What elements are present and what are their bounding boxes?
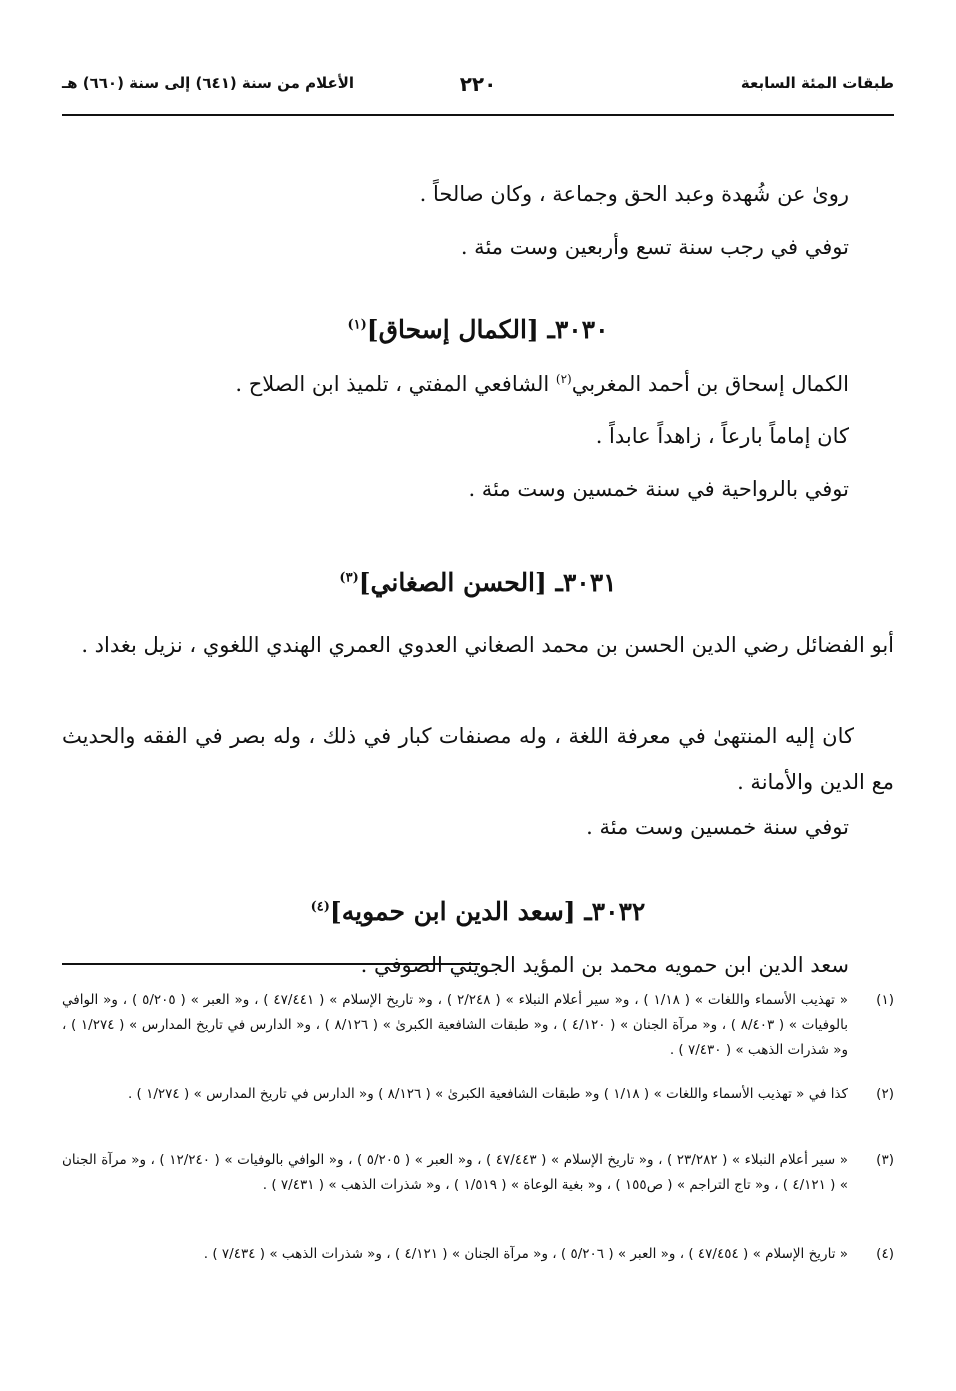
intro-line-1: روىٰ عن شُهدة وعبد الحق وجماعة ، وكان صالحاً . [419, 182, 849, 206]
footnote-2 [62, 1082, 894, 1107]
entry-heading-3030 [62, 315, 894, 344]
entry-heading-text: ٣٠٣١ـ [الحسن الصغاني] [358, 568, 617, 597]
footnote-text: « سير أعلام النبلاء » ( ٢٣/٢٨٢ ) ، و« تاريخ الإسلام » ( ٤٧/٤٤٣ ) ، و« العبر » ( ٥/٢٠٥ ) ، و« الوافي بالوفيات » ( ١٢/٢٤٠ ) ، و« مرآة الجنان » ( ٤/١٢١ ) ، و« تاج التراجم » ( ص١٥٥ ) ، و« بغية الوعاة » ( ١/٥١٩ ) ، و« شذرات الذهب » ( ٧/٤٣١ ) . [62, 1152, 848, 1193]
entry-heading-3032 [62, 897, 894, 926]
footnote-ref: (١) [347, 317, 367, 333]
header-section-title: طبقات المئة السابعة [740, 74, 894, 92]
entry-text: الشافعي المفتي ، تلميذ ابن الصلاح . [235, 372, 556, 396]
header-rule [62, 114, 894, 116]
footnote-4 [62, 1242, 894, 1267]
header-year-range: الأعلام من سنة (٦٤١) إلى سنة (٦٦٠) هـ [62, 74, 355, 92]
entry-3031-para-2: كان إليه المنتهىٰ في معرفة اللغة ، وله مصنفات كبار في ذلك ، وله بصر في الفقه والحديث مع الدين والأمانة . [62, 724, 894, 794]
entry-3032-line-1: سعد الدين ابن حمويه محمد بن المؤيد الجويني الصوفي . [360, 953, 849, 977]
footnote-text: كذا في « تهذيب الأسماء واللغات » ( ١/١٨ ) و« طبقات الشافعية الكبرىٰ » ( ٨/١٢٦ ) و« الدارس في تاريخ المدارس » ( ١/٢٧٤ ) . [127, 1086, 848, 1102]
footnote-text: « تاريخ الإسلام » ( ٤٧/٤٥٤ ) ، و« العبر » ( ٥/٢٠٦ ) ، و« مرآة الجنان » ( ٤/١٢١ ) ، و« شذرات الذهب » ( ٧/٤٣٤ ) . [203, 1246, 848, 1262]
footnote-3 [62, 1148, 894, 1198]
footnote-rule [62, 963, 480, 965]
footnote-ref: (٣) [339, 570, 359, 586]
page [62, 70, 894, 1262]
entry-3031-line-3: توفي سنة خمسين وست مئة . [586, 815, 849, 839]
intro-line-2: توفي في رجب سنة تسع وأربعين وست مئة . [460, 235, 849, 259]
entry-heading-3031 [62, 568, 894, 597]
entry-3030-line-1 [235, 372, 849, 396]
footnote-1 [62, 988, 894, 1063]
entry-3030-line-3: توفي بالرواحية في سنة خمسين وست مئة . [468, 477, 849, 501]
entry-3031-para-1: أبو الفضائل رضي الدين الحسن بن محمد الصغاني العدوي العمري الهندي اللغوي ، نزيل بغداد . [81, 633, 894, 657]
entry-3030-line-2: كان إماماً بارعاً ، زاهداً عابداً . [595, 424, 849, 448]
footnote-number: (٣) [876, 1152, 894, 1168]
footnote-number: (٤) [876, 1246, 894, 1262]
entry-heading-text: ٣٠٣٢ـ [سعد الدين ابن حمويه] [329, 897, 646, 926]
entry-text: الكمال إسحاق بن أحمد المغربي [571, 372, 849, 396]
footnote-ref: (٢) [555, 372, 572, 386]
footnote-number: (٢) [876, 1086, 894, 1102]
footnote-ref: (٤) [310, 899, 330, 915]
footnote-number: (١) [876, 992, 894, 1008]
footnote-text: « تهذيب الأسماء واللغات » ( ١/١٨ ) ، و« سير أعلام النبلاء » ( ٢/٢٤٨ ) ، و« تاريخ الإسلام » ( ٤٧/٤٤١ ) ، و« العبر » ( ٥/٢٠٥ ) ، و« الوافي بالوفيات » ( ٨/٤٠٣ ) ، و« مرآة الجنان » ( ٤/١٢٠ ) ، و« طبقات الشافعية الكبرىٰ » ( ٨/١٢٦ ) ، و« الدارس في تاريخ المدارس » ( ١/٢٧٤ ) ، و« شذرات الذهب » ( ٧/٤٣٠ ) . [62, 992, 848, 1058]
entry-heading-text: ٣٠٣٠ـ [الكمال إسحاق] [366, 315, 609, 344]
running-header [62, 70, 894, 110]
page-number: ٢٢٠ [459, 72, 497, 96]
